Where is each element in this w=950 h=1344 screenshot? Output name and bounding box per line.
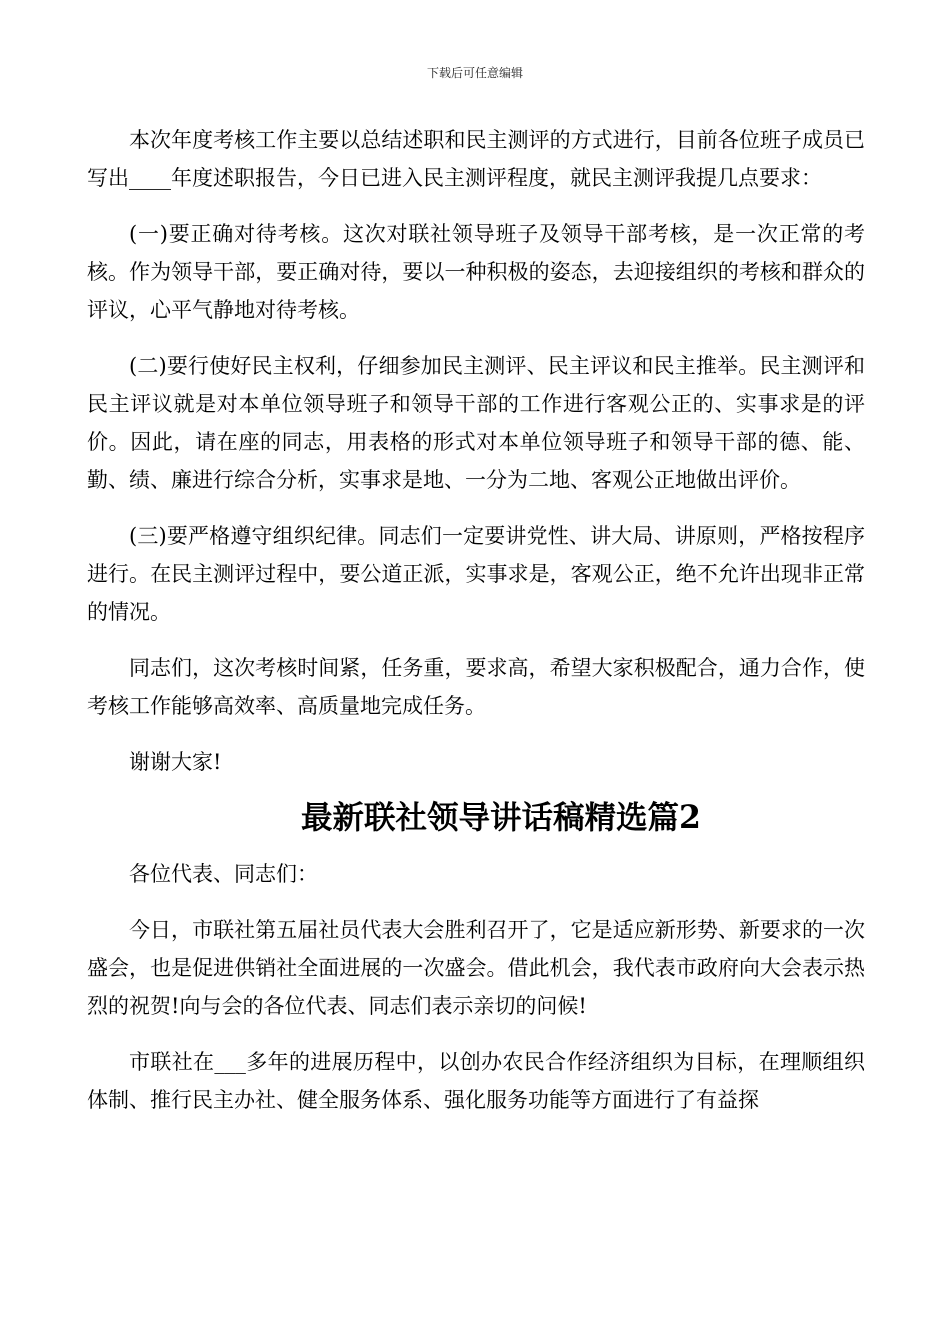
paragraph-greeting: 各位代表、同志们： bbox=[129, 862, 318, 886]
paragraph-point-two: (二)要行使好民主权利，仔细参加民主测评、民主评议和民主推举。民主测评和民主评议就是对本单位领导班子和领导干部的工作进行客观公正的、实事求是的评价。因此，请在座的同志，用表格的形式对本单位领导班子和领导干部的德、能、勤、绩、廉进行综合分析，实事求是地、一分为二地、客观公正地做出评价。 bbox=[87, 354, 865, 492]
paragraph-history: 市联社在___多年的进展历程中，以创办农民合作经济组织为目标，在理顺组织体制、推行民主办社、健全服务体系、强化服务功能等方面进行了有益探 bbox=[87, 1050, 865, 1112]
paragraph-closing-appeal: 同志们，这次考核时间紧，任务重，要求高，希望大家积极配合，通力合作，使考核工作能够高效率、高质量地完成任务。 bbox=[87, 656, 865, 718]
document-body bbox=[87, 121, 865, 1137]
paragraph-requirements-intro: 本次年度考核工作主要以总结述职和民主测评的方式进行，目前各位班子成员已写出____年度述职报告，今日已进入民主测评程度，就民主测评我提几点要求： bbox=[87, 128, 865, 190]
page-header: 下载后可任意编辑 bbox=[426, 66, 523, 80]
paragraph-thanks: 谢谢大家! bbox=[129, 750, 222, 774]
paragraph-point-three: (三)要严格遵守组织纪律。同志们一定要讲党性、讲大局、讲原则，严格按程序进行。在民主测评过程中，要公道正派，实事求是，客观公正，绝不允许出现非正常的情况。 bbox=[87, 524, 865, 624]
paragraph-congratulations: 今日，市联社第五届社员代表大会胜利召开了，它是适应新形势、新要求的一次盛会，也是促进供销社全面进展的一次盛会。借此机会，我代表市政府向大会表示热烈的祝贺!向与会的各位代表、同志们表示亲切的问候! bbox=[87, 918, 865, 1018]
paragraph-point-one: (一)要正确对待考核。这次对联社领导班子及领导干部考核，是一次正常的考核。作为领导干部，要正确对待，要以一种积极的姿态，去迎接组织的考核和群众的评议，心平气静地对待考核。 bbox=[87, 222, 865, 322]
section-title: 最新联社领导讲话稿精选篇2 bbox=[301, 799, 701, 836]
